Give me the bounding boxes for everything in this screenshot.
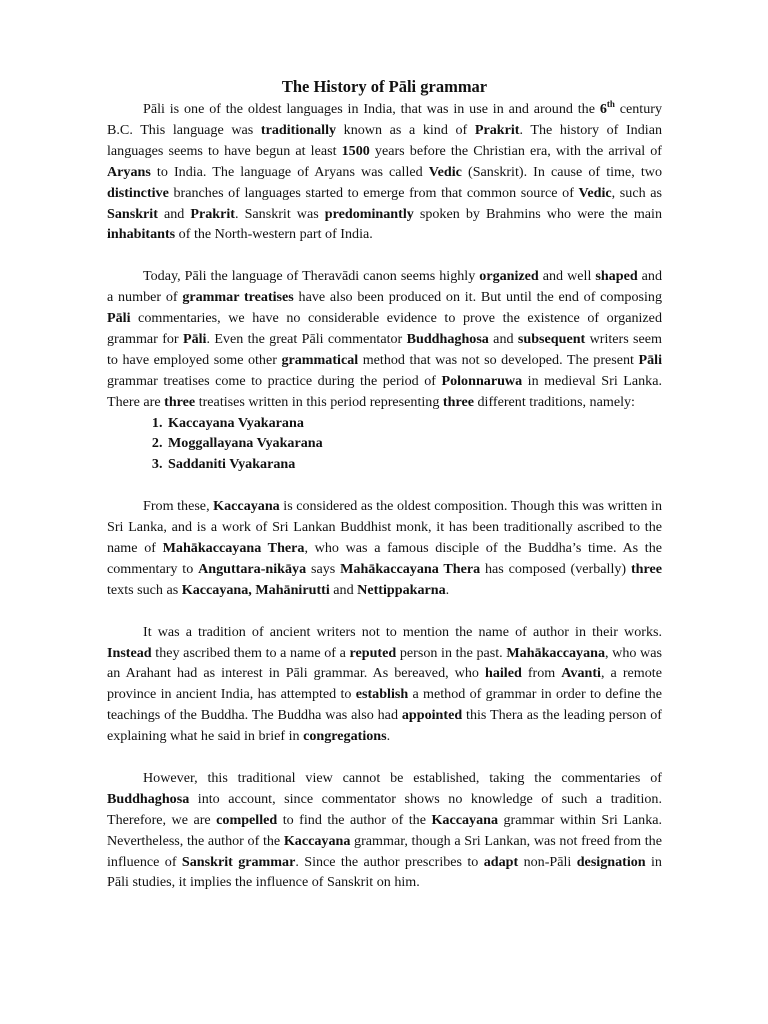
text-run: this Thera as the leading person of explaining what he said in brief in: [107, 707, 662, 745]
text-run: a method of grammar in order to define the teachings of the Buddha. The Buddha was also had: [107, 686, 662, 724]
text-run: , such as: [611, 184, 662, 201]
bold-term: grammar treatises: [182, 289, 294, 306]
text-run: century B.C. This language was: [107, 101, 662, 138]
text-run: years before the Christian era, with the arrival of: [369, 142, 662, 159]
text-run: non-Pāli: [518, 853, 577, 870]
bold-term: Prakrit: [474, 121, 520, 138]
text-run: to India. The language of Aryans was called: [150, 163, 429, 180]
paragraph-5: [107, 768, 662, 893]
text-run: person in the past.: [396, 644, 507, 661]
list-item: 1. Kaccayana Vyakarana: [166, 413, 662, 434]
bold-term: Avanti: [561, 665, 601, 682]
paragraph-4: [107, 622, 662, 747]
text-run: and well: [538, 268, 596, 285]
text-run: is considered as the oldest composition. Though this was written in Sri Lanka, and is a work of Sri Lankan Buddhist monk, it has been traditionally ascribed to the name of: [107, 498, 662, 556]
bold-term: Vedic: [428, 163, 462, 180]
bold-term: establish: [355, 686, 409, 703]
text-run: grammar within Sri Lanka. Nevertheless, the author of the: [107, 811, 663, 849]
bold-term: congregations: [303, 728, 387, 745]
text-run: in Pāli studies, it implies the influence of Sanskrit on him.: [107, 853, 662, 891]
bold-term: Kaccayana: [431, 811, 499, 828]
bold-term: 6: [599, 101, 607, 117]
bold-term: predominantly: [324, 205, 414, 222]
bold-term: Mahākaccayana Thera: [340, 560, 481, 577]
text-run: branches of languages started to emerge from that common source of: [168, 184, 579, 201]
bold-term: Kaccayana, Mahānirutti: [181, 581, 330, 598]
bold-term: traditionally: [260, 121, 337, 138]
text-run: From these,: [143, 498, 214, 515]
text-run: in medieval Sri Lanka. There are: [107, 372, 662, 410]
text-run: It was a tradition of ancient writers not to mention the name of author in their works.: [143, 623, 662, 640]
bold-term: adapt: [483, 853, 519, 870]
bold-term: grammatical: [281, 351, 359, 368]
text-run: has composed (verbally): [480, 560, 631, 577]
text-run: (Sanskrit). In cause of time, two: [461, 163, 662, 180]
text-run: method that was not so developed. The present: [358, 351, 639, 368]
bold-term: subsequent: [517, 330, 586, 347]
bold-term: shaped: [595, 268, 638, 285]
bold-term: 1500: [341, 142, 370, 159]
text-run: from: [521, 665, 562, 682]
text-run: treatises written in this period representing: [195, 393, 443, 410]
text-run: . Since the author prescribes to: [295, 853, 484, 870]
bold-term: Pāli: [638, 351, 662, 368]
bold-term: Sanskrit: [107, 205, 158, 222]
bold-term: Kaccayana: [213, 498, 280, 515]
bold-term: compelled: [216, 811, 278, 828]
paragraph-3: [107, 496, 662, 601]
bold-term: Nettippakarna: [357, 581, 446, 598]
text-run: , who was an Arahant had as interest in Pāli grammar. As bereaved, who: [107, 644, 662, 682]
bold-term: Mahākaccayana: [506, 644, 605, 661]
list-item: 3. Saddaniti Vyakarana: [166, 454, 662, 475]
bold-term: Pāli: [107, 310, 131, 327]
text-run: commentaries, we have no considerable evidence to prove the existence of organized grammar for: [107, 310, 662, 347]
text-run: and: [157, 205, 191, 222]
text-run: . Even the great Pāli commentator: [206, 330, 407, 347]
list-item: 2. Moggallayana Vyakarana: [166, 433, 662, 454]
bold-term: Kaccayana: [283, 832, 351, 849]
bold-term: three: [164, 393, 196, 410]
text-run: have also been produced on it. But until the end of composing: [293, 289, 662, 306]
bold-term: Buddhaghosa: [107, 790, 190, 807]
superscript: th: [606, 99, 615, 109]
bold-term: designation: [576, 853, 646, 870]
bold-term: Instead: [107, 644, 152, 661]
bold-term: Pāli: [182, 330, 207, 347]
bold-term: Prakrit: [190, 205, 235, 222]
text-run: grammar, though a Sri Lankan, was not freed from the influence of: [107, 832, 662, 870]
text-run: writers seem to have employed some other: [107, 330, 662, 368]
bold-term: Vedic: [578, 184, 612, 201]
bold-term: distinctive: [107, 184, 169, 201]
text-run: grammar treatises come to practice during the period of: [107, 372, 442, 389]
text-run: texts such as: [107, 581, 182, 598]
bold-term: inhabitants: [107, 226, 176, 243]
text-run: Today, Pāli the language of Theravādi canon seems highly: [143, 268, 480, 285]
text-run: . Sanskrit was: [235, 205, 325, 222]
bold-term: three: [442, 393, 474, 410]
text-run: spoken by Brahmins who were the main: [413, 205, 662, 222]
bold-term: Sanskrit grammar: [181, 853, 296, 870]
bold-term: Mahākaccayana Thera: [162, 540, 305, 556]
text-run: and a number of: [107, 268, 663, 306]
text-run: to find the author of the: [277, 811, 432, 828]
text-run: known as a kind of: [336, 121, 475, 138]
text-run: , a remote province in ancient India, has attempted to: [107, 665, 662, 703]
text-run: . The history of Indian languages seems to have begun at least: [107, 121, 662, 159]
text-run: and: [488, 330, 518, 347]
paragraph-1: [107, 99, 662, 245]
text-run: of the North-western part of India.: [175, 226, 373, 243]
text-run: Pāli is one of the oldest languages in India, that was in use in and around the: [143, 101, 600, 117]
bold-term: hailed: [485, 665, 522, 682]
text-run: they ascribed them to a name of a: [151, 644, 350, 661]
text-run: into account, since commentator shows no knowledge of such a tradition. Therefore, we are: [107, 790, 662, 828]
bold-term: organized: [479, 268, 539, 285]
bold-term: Buddhaghosa: [406, 330, 489, 347]
text-run: and: [329, 581, 358, 598]
text-run: .: [445, 581, 450, 598]
text-run: .: [386, 728, 391, 745]
text-run: , who was a famous disciple of the Buddha’s time. As the commentary to: [107, 540, 662, 577]
bold-term: Anguttara-nikāya: [198, 560, 307, 577]
text-run: different traditions, namely:: [473, 393, 635, 410]
bold-term: Aryans: [107, 163, 151, 180]
paragraph-2: [107, 266, 662, 412]
bold-term: three: [630, 560, 662, 577]
bold-term: appointed: [401, 707, 463, 724]
page-title: The History of Pāli grammar: [281, 77, 488, 96]
text-run: However, this traditional view cannot be established, taking the commentaries of: [143, 769, 662, 786]
treatise-list: [107, 413, 662, 476]
bold-term: Polonnaruwa: [441, 372, 523, 389]
bold-term: reputed: [349, 644, 397, 661]
text-run: says: [306, 560, 341, 577]
